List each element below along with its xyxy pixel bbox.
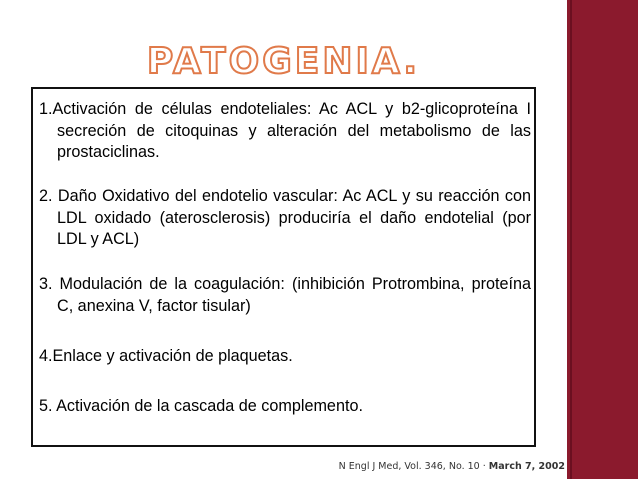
list-item-text: 5. Activación de la cascada de complemento. xyxy=(39,397,363,415)
citation-source: N Engl J Med, Vol. 346, No. 10 · xyxy=(338,461,489,472)
content-box xyxy=(31,87,536,447)
citation xyxy=(339,461,565,472)
list-item-text: 1.Activación de células endoteliales: Ac ACL y b2-glicoproteína I secreción de citoquinas y alteración del metabolismo de las prostaciclinas. xyxy=(39,100,531,161)
list-item xyxy=(39,396,531,418)
list-item xyxy=(39,186,531,251)
sidebar-stripe xyxy=(570,0,572,479)
list-item-text: 2. Daño Oxidativo del endotelio vascular: Ac ACL y su reacción con LDL oxidado (aterosclerosis) produciría el daño endotelial (por LDL y ACL) xyxy=(39,187,531,248)
list-item xyxy=(39,99,531,164)
list-item-text: 3. Modulación de la coagulación: (inhibición Protrombina, proteína C, anexina V, factor tisular) xyxy=(39,275,531,315)
citation-date: March 7, 2002 xyxy=(488,461,565,472)
list-item-text: 4.Enlace y activación de plaquetas. xyxy=(39,347,293,365)
list-item xyxy=(39,346,531,368)
slide-title: PATOGENIA. xyxy=(146,41,421,82)
sidebar-accent-bar xyxy=(567,0,638,479)
list-item xyxy=(39,274,531,317)
